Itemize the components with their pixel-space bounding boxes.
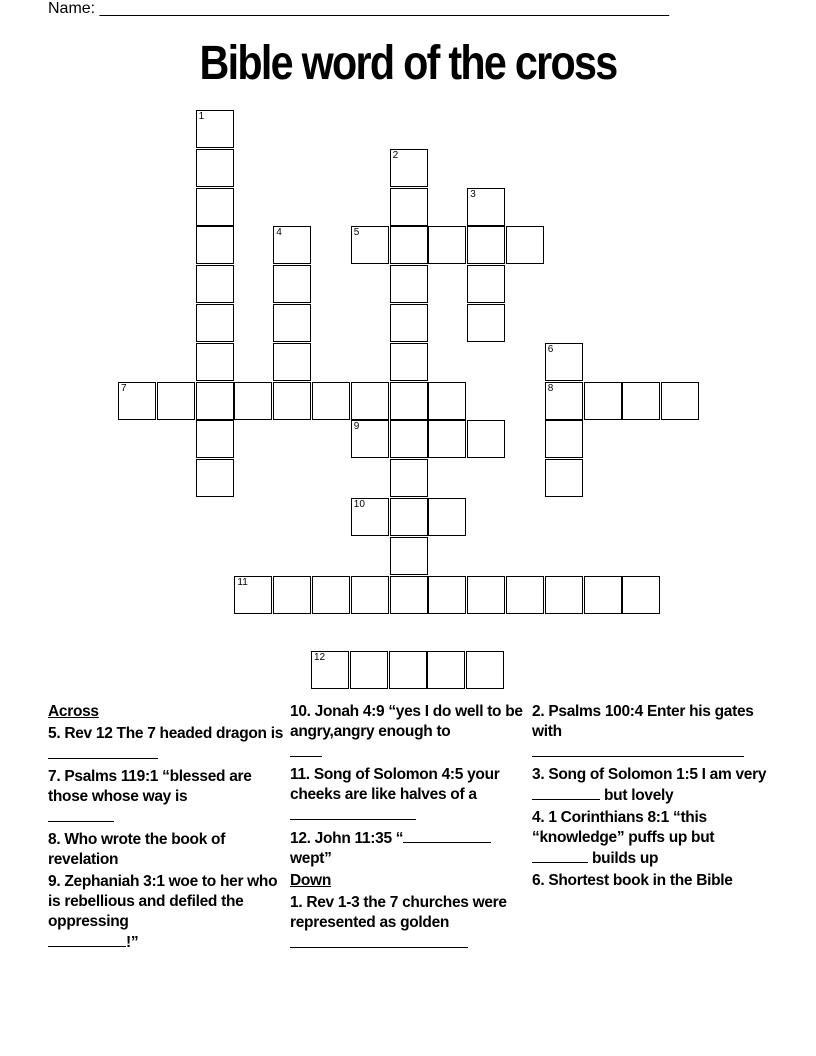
clue-number-label: 3 <box>470 188 476 200</box>
clue-number-label: 5 <box>353 227 360 239</box>
grid-cell[interactable] <box>390 226 428 264</box>
grid-cell[interactable] <box>273 576 311 614</box>
grid-cell[interactable] <box>428 498 466 536</box>
grid-cell[interactable] <box>622 576 660 614</box>
grid-cell[interactable] <box>467 576 505 614</box>
clue-number: 2. <box>532 703 545 720</box>
clue-number: 10. <box>290 703 311 720</box>
clues-column-1 <box>48 702 284 955</box>
grid-cell[interactable] <box>390 343 428 381</box>
clue-text: Who wrote the book of revelation <box>48 831 226 868</box>
grid-cell[interactable] <box>273 382 311 420</box>
grid-cell[interactable] <box>196 459 234 497</box>
clue-number-label: 7 <box>121 382 127 394</box>
grid-cell[interactable] <box>351 382 389 420</box>
clue-down-1 <box>290 893 526 954</box>
grid-cell[interactable] <box>545 576 583 614</box>
clue-text: Rev 1-3 the 7 churches were represented as golden <box>290 894 507 931</box>
grid-cell[interactable] <box>466 651 504 689</box>
grid-cell[interactable] <box>390 149 428 187</box>
grid-cell[interactable] <box>467 265 505 303</box>
grid-cell[interactable] <box>390 382 428 420</box>
grid-cell[interactable] <box>584 382 622 420</box>
clue-number: 9. <box>48 873 61 890</box>
grid-cell[interactable] <box>545 420 583 458</box>
grid-cell[interactable] <box>661 382 699 420</box>
grid-cell[interactable] <box>196 265 234 303</box>
grid-cell[interactable] <box>273 304 311 342</box>
across-heading: Across <box>48 703 99 720</box>
clue-text: Shortest book in the Bible <box>548 872 733 889</box>
answer-blank <box>403 828 491 843</box>
answer-blank <box>290 933 468 948</box>
clue-across-9 <box>48 872 284 953</box>
clue-down-2 <box>532 702 768 763</box>
grid-cell[interactable] <box>196 110 234 148</box>
answer-blank <box>48 744 158 759</box>
clue-number: 1. <box>290 894 303 911</box>
clue-across-10 <box>290 702 526 763</box>
grid-cell[interactable] <box>351 226 389 264</box>
clue-number-label: 4 <box>276 227 282 239</box>
name-field[interactable]: Name: ________________________________________________________________ <box>48 0 670 17</box>
answer-blank <box>532 742 744 757</box>
grid-cell[interactable] <box>467 226 505 264</box>
grid-cell[interactable] <box>196 420 234 458</box>
clue-number-label: 1 <box>198 111 205 122</box>
clue-across-7 <box>48 767 284 828</box>
grid-cell[interactable] <box>428 576 466 614</box>
grid-cell[interactable] <box>196 382 234 420</box>
answer-blank <box>532 785 600 800</box>
clue-text: Jonah 4:9 “yes I do well to be angry,angry enough to <box>290 703 523 740</box>
grid-cell[interactable] <box>622 382 660 420</box>
clue-number: 6. <box>532 872 545 889</box>
grid-cell[interactable] <box>351 420 389 458</box>
grid-cell[interactable] <box>351 576 389 614</box>
answer-blank <box>532 848 588 863</box>
grid-cell[interactable] <box>196 304 234 342</box>
clue-down-4 <box>532 808 768 869</box>
clue-number: 5. <box>48 725 61 742</box>
clues-column-2 <box>290 702 526 956</box>
answer-blank <box>48 932 126 947</box>
clue-number: 7. <box>48 768 61 785</box>
clues-column-3 <box>532 702 768 893</box>
grid-cell[interactable] <box>390 576 428 614</box>
clue-text: Psalms 119:1 “blessed are those whose way is <box>48 768 252 805</box>
page-title: Bible word of the cross <box>199 37 617 90</box>
answer-blank <box>48 807 114 822</box>
clue-number-label: 9 <box>353 421 360 433</box>
grid-cell[interactable] <box>390 537 428 575</box>
grid-cell[interactable] <box>273 265 311 303</box>
clue-text: Rev 12 The 7 headed dragon is <box>64 725 284 742</box>
clue-text: Zephaniah 3:1 woe to her who is rebellious and defiled the oppressing <box>48 873 278 930</box>
clue-number-label: 12 <box>314 652 326 663</box>
grid-cell[interactable] <box>196 226 234 264</box>
grid-cell[interactable] <box>428 420 466 458</box>
grid-cell[interactable] <box>234 382 272 420</box>
clue-across-11 <box>290 765 526 826</box>
answer-blank <box>290 742 322 757</box>
clue-down-6 <box>532 871 768 891</box>
grid-cell[interactable] <box>506 576 544 614</box>
grid-cell[interactable] <box>506 226 544 264</box>
grid-cell[interactable] <box>390 188 428 226</box>
clue-number-label: 2 <box>392 149 399 161</box>
grid-cell[interactable] <box>545 459 583 497</box>
clue-number-label: 6 <box>547 343 554 355</box>
grid-cell[interactable] <box>196 149 234 187</box>
clue-text: Psalms 100:4 Enter his gates with <box>532 703 754 740</box>
clue-text: 1 Corinthians 8:1 “this “knowledge” puffs up but <box>532 809 715 846</box>
grid-cell[interactable] <box>196 188 234 226</box>
grid-cell[interactable] <box>157 382 195 420</box>
grid-cell[interactable] <box>467 188 505 226</box>
clue-number-label: 11 <box>237 576 248 588</box>
clue-tail: builds up <box>592 850 659 867</box>
grid-cell[interactable] <box>350 651 388 689</box>
grid-cell[interactable] <box>390 498 428 536</box>
grid-cell[interactable] <box>351 498 389 536</box>
grid-cell[interactable] <box>312 382 350 420</box>
answer-blank <box>290 805 416 820</box>
grid-cell[interactable] <box>390 420 428 458</box>
clue-number-label: 10 <box>353 499 365 510</box>
clue-number-label: 8 <box>547 382 554 394</box>
grid-cell[interactable] <box>545 343 583 381</box>
grid-cell[interactable] <box>584 576 622 614</box>
clue-across-8 <box>48 830 284 870</box>
grid-cell[interactable] <box>273 226 311 264</box>
grid-cell[interactable] <box>118 382 156 420</box>
clue-text: Song of Solomon 4:5 your cheeks are like halves of a <box>290 766 500 803</box>
down-heading: Down <box>290 872 331 889</box>
grid-cell[interactable] <box>389 651 427 689</box>
clue-text: John 11:35 “ <box>314 830 404 847</box>
grid-cell[interactable] <box>390 304 428 342</box>
clue-down-3 <box>532 765 768 806</box>
clue-number: 4. <box>532 809 545 826</box>
grid-cell[interactable] <box>312 576 350 614</box>
clue-text: Song of Solomon 1:5 I am very <box>548 766 767 783</box>
clue-number: 11. <box>290 766 310 783</box>
grid-cell[interactable] <box>428 382 466 420</box>
clue-tail: but lovely <box>604 787 674 804</box>
grid-cell[interactable] <box>273 343 311 381</box>
clue-tail: wept” <box>290 850 332 867</box>
clue-number: 3. <box>532 766 545 783</box>
clue-across-5 <box>48 724 284 765</box>
grid-cell[interactable] <box>234 576 272 614</box>
clue-number: 12. <box>290 830 311 847</box>
grid-cell[interactable] <box>428 226 466 264</box>
grid-cell[interactable] <box>467 420 505 458</box>
clue-tail: !” <box>126 934 139 951</box>
grid-cell[interactable] <box>427 651 465 689</box>
grid-cell[interactable] <box>311 651 349 689</box>
grid-cell[interactable] <box>390 265 428 303</box>
grid-cell[interactable] <box>196 343 234 381</box>
grid-cell[interactable] <box>467 304 505 342</box>
clue-across-12 <box>290 828 526 869</box>
grid-cell[interactable] <box>545 382 583 420</box>
grid-cell[interactable] <box>390 459 428 497</box>
clue-number: 8. <box>48 831 61 848</box>
